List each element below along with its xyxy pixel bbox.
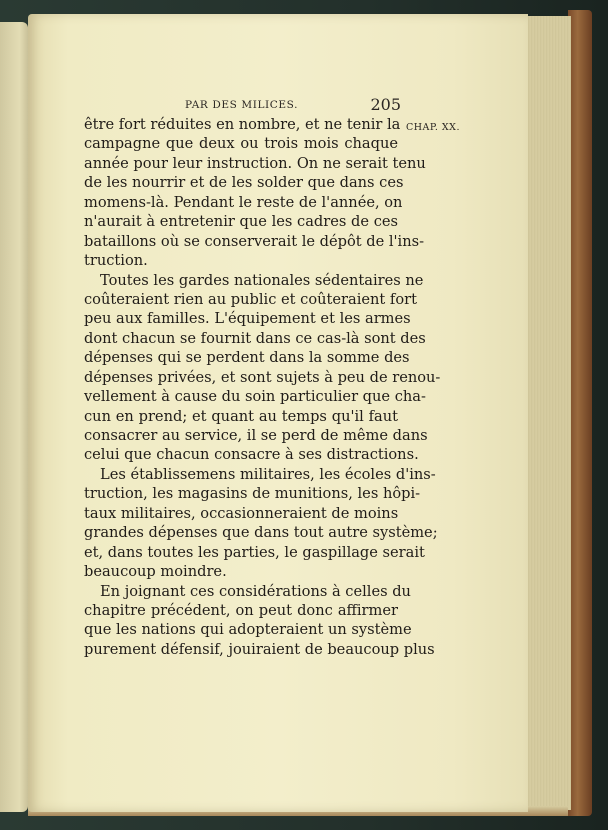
text-line: et, dans toutes les parties, le gaspillage serait — [84, 543, 425, 561]
page-header — [185, 96, 401, 116]
book-board — [568, 10, 592, 816]
text-line: coûteraient rien au public et coûteraient fort — [84, 290, 417, 308]
text-line: année pour leur instruction. On ne serait tenu — [84, 154, 426, 172]
running-head: PAR DES MILICES. — [185, 99, 299, 111]
text-line: campagne que deux ou trois mois chaque — [84, 135, 398, 153]
text-line: En joignant ces considérations à celles du — [100, 582, 411, 600]
text-line: cun en prend; et quant au temps qu'il faut — [84, 407, 398, 425]
text-line: grandes dépenses que dans tout autre système; — [84, 524, 438, 542]
text-line: n'aurait à entretenir que les cadres de ces — [84, 213, 398, 231]
text-line: que les nations qui adopteraient un système — [84, 621, 412, 639]
text-line: celui que chacun consacre à ses distractions. — [84, 446, 419, 464]
text-line: bataillons où se conserverait le dépôt de l'ins- — [84, 232, 425, 250]
text-line: dépenses privées, et sont sujets à peu de renou- — [84, 368, 441, 386]
chapter-margin-note: CHAP. XX. — [406, 122, 460, 133]
page-block-edges — [524, 16, 571, 810]
text-line: dont chacun se fournit dans ce cas-là sont des — [84, 329, 426, 347]
text-line: truction, les magasins de munitions, les hôpi- — [84, 485, 421, 503]
page-number: 205 — [370, 95, 401, 114]
text-line: être fort réduites en nombre, et ne tenir la — [84, 116, 401, 133]
text-line: Toutes les gardes nationales sédentaires ne — [100, 271, 424, 289]
text-line: momens-là. Pendant le reste de l'année, on — [84, 193, 403, 211]
text-line: consacrer au service, il se perd de même dans — [84, 427, 428, 444]
text-line: de les nourrir et de les solder que dans ces — [84, 174, 404, 192]
facing-page-edge — [0, 22, 28, 812]
text-line: taux militaires, occasionneraient de moins — [84, 504, 399, 522]
text-line: beaucoup moindre. — [84, 563, 227, 581]
text-line: vellement à cause du soin particulier que cha- — [84, 388, 426, 406]
text-line: purement défensif, jouiraient de beaucoup plus — [84, 640, 435, 658]
text-line: truction. — [84, 252, 148, 270]
text-line: chapitre précédent, on peut donc affirmer — [84, 601, 398, 619]
text-line: dépenses qui se perdent dans la somme des — [84, 349, 410, 367]
text-line: Les établissemens militaires, les écoles d'ins- — [100, 465, 436, 483]
text-line: peu aux familles. L'équipement et les armes — [84, 310, 411, 328]
